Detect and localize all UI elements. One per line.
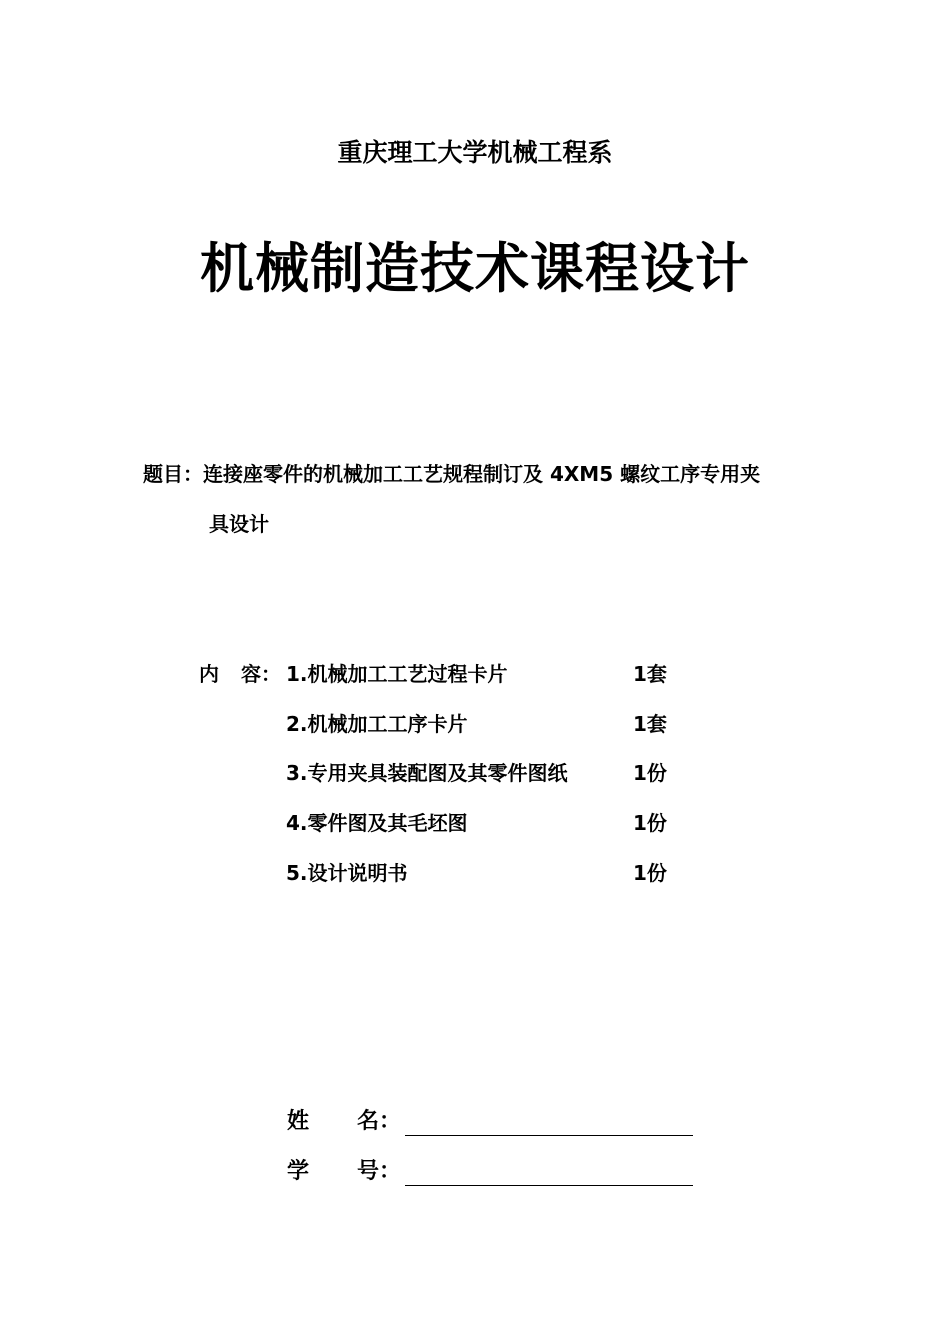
content-item bbox=[0, 807, 950, 839]
content-item-text: 1.机械加工工艺过程卡片 bbox=[286, 662, 508, 686]
content-item-text: 5.设计说明书 bbox=[286, 861, 408, 885]
content-item-qty: 1套 bbox=[633, 662, 667, 686]
content-item-text: 4.零件图及其毛坯图 bbox=[286, 811, 468, 835]
content-item-qty: 1份 bbox=[633, 811, 667, 835]
name-label: 姓 名： bbox=[287, 1109, 402, 1134]
student-id-label: 学 号： bbox=[287, 1159, 402, 1184]
content-item bbox=[0, 658, 950, 690]
document-title: 机械制造技术课程设计 bbox=[200, 237, 750, 300]
contents-label: 内 容： bbox=[199, 662, 281, 686]
content-item-text: 2.机械加工工序卡片 bbox=[286, 712, 468, 736]
content-item-text: 3.专用夹具装配图及其零件图纸 bbox=[286, 761, 568, 785]
student-id-blank-line[interactable] bbox=[405, 1185, 693, 1186]
content-item-qty: 1份 bbox=[633, 761, 667, 785]
content-item bbox=[0, 857, 950, 889]
content-item bbox=[0, 708, 950, 740]
content-item-qty: 1份 bbox=[633, 861, 667, 885]
student-id-field-row bbox=[0, 1154, 950, 1190]
content-item bbox=[0, 757, 950, 789]
name-field-row bbox=[0, 1104, 950, 1140]
content-item-qty: 1套 bbox=[633, 712, 667, 736]
name-blank-line[interactable] bbox=[405, 1135, 693, 1136]
department-name: 重庆理工大学机械工程系 bbox=[337, 138, 613, 167]
topic-line-1: 题目：连接座零件的机械加工工艺规程制订及 4XM5 螺纹工序专用夹 bbox=[143, 462, 761, 486]
topic-line-2: 具设计 bbox=[209, 512, 269, 536]
